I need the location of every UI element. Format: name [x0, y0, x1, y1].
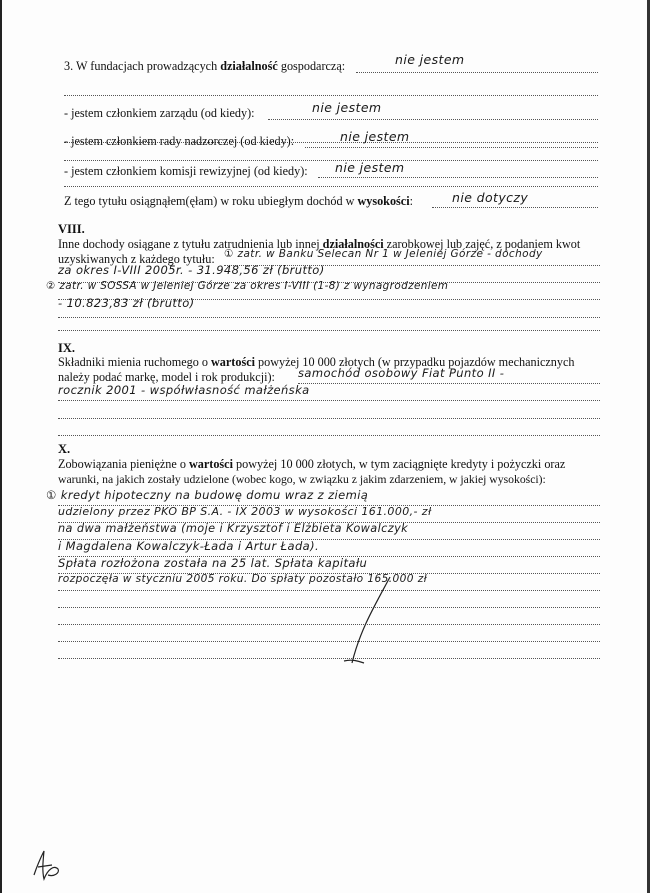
- s3-supervisory-label: - jestem członkiem rady nadzorczej (od kiedy):: [64, 134, 295, 148]
- s8-text-2: uzyskiwanych z każdego tytułu:: [58, 252, 215, 266]
- s8-text-1: Inne dochody osiągane z tytułu zatrudnienia lub innej działalności zarobkowej lub zajęć, z podaniem kwot: [58, 237, 581, 251]
- dotted-line: [58, 607, 600, 608]
- s10-text-2: warunki, na jakich zostały udzielone (wobec kogo, w związku z jakim zdarzeniem, w jakiej wysokości):: [58, 473, 546, 486]
- s8-entry-4: - 10.823,83 zł (brutto): [58, 296, 195, 310]
- s8-entry-2: za okres I-VIII 2005r. - 31.948,56 zł (brutto): [58, 263, 325, 277]
- s10-entry-2: udzielony przez PKO BP S.A. - IX 2003 w wysokości 161.000,- zł: [58, 505, 432, 518]
- dotted-line: [268, 119, 598, 120]
- dotted-line: [58, 641, 600, 642]
- dotted-line: [58, 418, 600, 419]
- s3-answer-line: [356, 72, 598, 73]
- s3-board-answer: nie jestem: [312, 100, 382, 115]
- dotted-line: [305, 147, 598, 148]
- strike-through-stroke: [330, 575, 400, 670]
- dotted-line: [432, 207, 598, 208]
- s3-income-label: Z tego tytułu osiągnąłem(ęłam) w roku ubiegłym dochód w wysokości:: [64, 194, 413, 208]
- dotted-line: [58, 317, 600, 318]
- section-ix-heading: IX.: [58, 341, 76, 355]
- dotted-line: [64, 186, 598, 187]
- s10-entry-6: rozpoczęła w styczniu 2005 roku. Do spłaty pozostało 165.000 zł: [58, 573, 428, 585]
- s8-entry-3: ② zatr. w SOSSA w Jeleniej Górze za okres I-VIII (1-8) z wynagrodzeniem: [46, 280, 449, 292]
- scan-edge-left: [0, 0, 2, 893]
- s3-supervisory-answer: nie jestem: [340, 129, 410, 144]
- s10-entry-5: Spłata rozłożona została na 25 lat. Spłata kapitału: [58, 556, 368, 570]
- s3-board-label: - jestem członkiem zarządu (od kiedy):: [64, 106, 255, 120]
- s8-entry-1: ① zatr. w Banku Selecan Nr 1 w Jeleniej Górze - dochody: [224, 248, 543, 260]
- s9-text-1: Składniki mienia ruchomego o wartości powyżej 10 000 złotych (w przypadku pojazdów mechanicznych: [58, 355, 575, 369]
- section-x-heading: X.: [58, 442, 71, 456]
- dotted-line: [64, 160, 598, 161]
- dotted-line: [58, 435, 600, 436]
- s9-entry-1: samochód osobowy Fiat Punto II -: [298, 366, 505, 380]
- dotted-line: [318, 177, 598, 178]
- s3-income-answer: nie dotyczy: [452, 190, 529, 205]
- initials-signature: [28, 845, 68, 885]
- dotted-line: [58, 400, 600, 401]
- s9-text-2: należy podać markę, model i rok produkcji):: [58, 370, 275, 384]
- dotted-line: [58, 590, 600, 591]
- dotted-line: [58, 624, 600, 625]
- s10-entry-4: i Magdalena Kowalczyk-Łada i Artur Łada).: [58, 539, 320, 553]
- s9-entry-2: rocznik 2001 - współwłasność małżeńska: [58, 383, 310, 397]
- section-viii-heading: VIII.: [58, 222, 85, 236]
- dotted-line: [64, 95, 598, 96]
- s10-entry-3: na dwa małżeństwa (moje i Krzysztof i Elżbieta Kowalczyk: [58, 522, 409, 535]
- s3-audit-answer: nie jestem: [335, 160, 405, 175]
- s3-question: 3. W fundacjach prowadzących działalność gospodarczą:: [64, 59, 346, 73]
- s3-answer: nie jestem: [395, 52, 465, 67]
- s10-entry-1: ① kredyt hipoteczny na budowę domu wraz z ziemią: [46, 488, 369, 502]
- dotted-line: [58, 658, 600, 659]
- s3-audit-label: - jestem członkiem komisji rewizyjnej (od kiedy):: [64, 164, 308, 178]
- s10-text-1: Zobowiązania pieniężne o wartości powyżej 10 000 złotych, w tym zaciągnięte kredyty i pożyczki oraz: [58, 457, 566, 471]
- dotted-line: [58, 330, 600, 331]
- dotted-line: [298, 383, 600, 384]
